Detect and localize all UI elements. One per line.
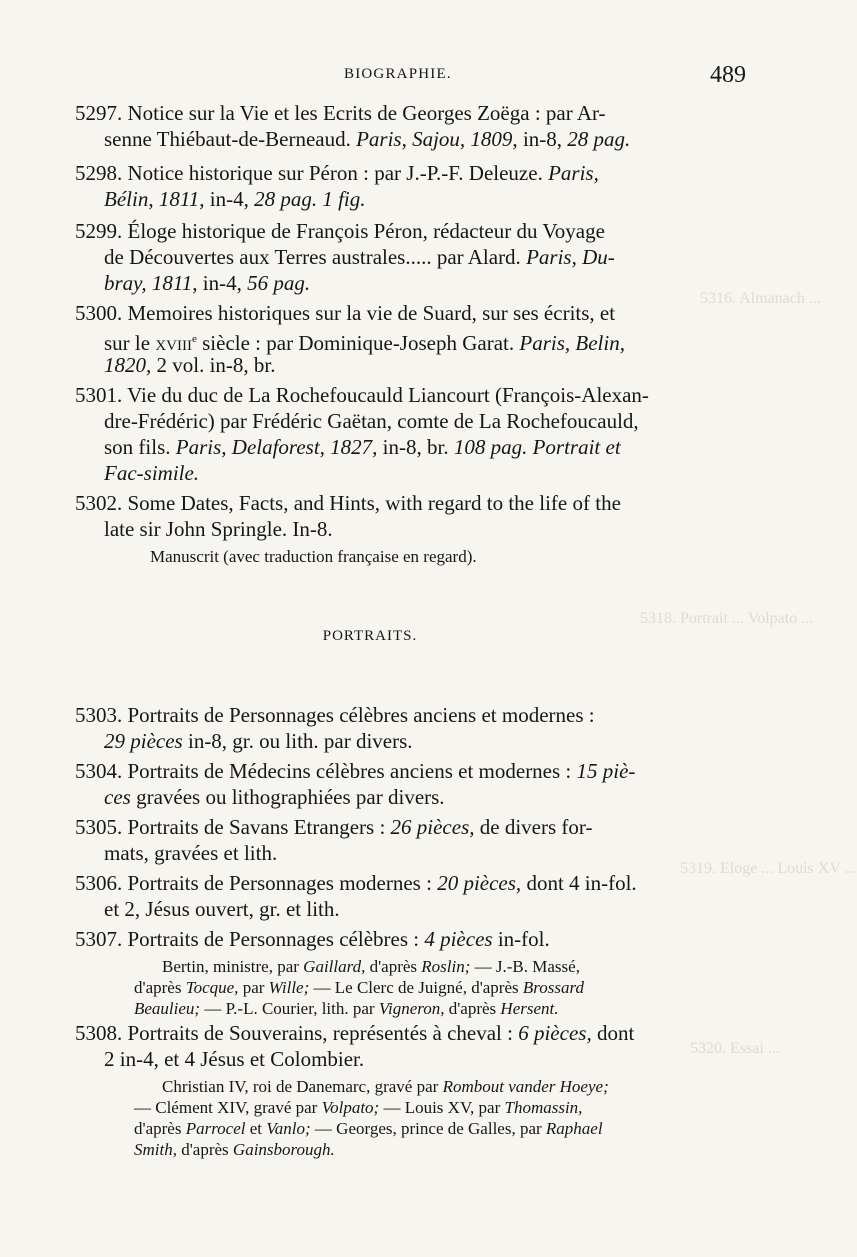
note-text: — Louis XV, par xyxy=(379,1098,505,1117)
note-text: d'après xyxy=(444,999,501,1018)
title-text: 5304. Portraits de Médecins célèbres anciens et modernes : xyxy=(75,759,577,783)
entry-line xyxy=(75,1020,634,1046)
bleed-through-text: 5318. Portrait ... Volpato ... xyxy=(640,610,814,627)
pages-text: 108 pag. Portrait et xyxy=(453,435,621,459)
artist-name: Vanlo; xyxy=(266,1119,311,1138)
title-text: 5308. Portraits de Souverains, représentés à cheval : xyxy=(75,1021,519,1045)
pages-text: 56 pag. xyxy=(247,271,311,295)
artist-name: Tocque, xyxy=(185,978,239,997)
entry-line: late sir John Springle. In-8. xyxy=(104,517,333,541)
count-text: 4 pièces xyxy=(424,927,493,951)
format-text: dont xyxy=(591,1021,635,1045)
entry-line xyxy=(104,784,445,810)
note-text: — Georges, prince de Galles, par xyxy=(310,1119,546,1138)
imprint-text: Paris, Delaforest, 1827, xyxy=(175,435,378,459)
imprint-text: 1820, xyxy=(104,353,152,377)
count-text: 26 pièces, xyxy=(390,815,475,839)
title-text: 5298. Notice historique sur Péron : par J.-P.-F. Deleuze. xyxy=(75,161,549,185)
artist-name: Smith, xyxy=(134,1140,177,1159)
note-text: d'après xyxy=(134,978,186,997)
note-line xyxy=(134,1097,582,1118)
section-title-text: PORTRAITS. xyxy=(322,628,418,644)
entry-line: dre-Frédéric) par Frédéric Gaëtan, comte de La Rochefoucauld, xyxy=(104,409,639,433)
artist-name: Wille; xyxy=(268,978,310,997)
note-text: Bertin, ministre, par xyxy=(162,957,304,976)
format-text: in-8, br. xyxy=(377,435,454,459)
page-header xyxy=(0,62,800,92)
entry-line xyxy=(104,434,621,460)
note-line: Manuscrit (avec traduction française en regard). xyxy=(150,547,477,566)
entry-line: 5303. Portraits de Personnages célèbres anciens et modernes : xyxy=(75,703,595,727)
artist-name: Vigneron, xyxy=(378,999,445,1018)
title-text: siècle : par Dominique-Joseph Garat. xyxy=(196,331,520,355)
bleed-through-text: 5320. Essai ... xyxy=(690,1040,780,1057)
artist-name: Volpato; xyxy=(321,1098,380,1117)
entry-line xyxy=(104,244,615,270)
entry-line: 2 in-4, et 4 Jésus et Colombier. xyxy=(104,1047,365,1071)
entry-line xyxy=(104,270,310,296)
pages-text: 28 pag. xyxy=(567,127,631,151)
artist-name: Raphael xyxy=(545,1119,603,1138)
imprint-text: Paris, Belin, xyxy=(519,331,625,355)
entry-line xyxy=(104,126,630,152)
note-text: d'après xyxy=(365,957,422,976)
artist-name: Thomassin, xyxy=(504,1098,583,1117)
note-line xyxy=(134,977,584,998)
century-suffix: e xyxy=(191,333,197,345)
artist-name: Rombout vander Hoeye; xyxy=(442,1077,609,1096)
title-text: son fils. xyxy=(104,435,176,459)
artist-name: Gainsborough. xyxy=(232,1140,335,1159)
note-text: — Le Clerc de Juigné, d'après xyxy=(309,978,523,997)
page-number: 489 xyxy=(710,62,746,88)
entry-line xyxy=(75,814,592,840)
running-title: BIOGRAPHIE. xyxy=(344,66,452,82)
entry-line: 5300. Memoires historiques sur la vie de Suard, sur ses écrits, et xyxy=(75,301,616,325)
note-text: — Clément XIV, gravé par xyxy=(134,1098,322,1117)
imprint-text: Paris, xyxy=(548,161,599,185)
note-line xyxy=(162,956,580,977)
count-text: 29 pièces xyxy=(104,729,183,753)
entry-line: 5302. Some Dates, Facts, and Hints, with regard to the life of the xyxy=(75,491,621,515)
entry-line: 5297. Notice sur la Vie et les Ecrits de Georges Zoëga : par Ar- xyxy=(75,101,606,125)
note-text: — P.-L. Courier, lith. par xyxy=(200,999,379,1018)
bleed-through-text: 5319. Eloge ... Louis XV ... xyxy=(680,860,857,877)
entry-line: et 2, Jésus ouvert, gr. et lith. xyxy=(104,897,340,921)
artist-name: Parrocel xyxy=(185,1119,246,1138)
artist-name: Roslin; xyxy=(421,957,471,976)
entry-line xyxy=(104,186,366,212)
count-text: 15 piè- xyxy=(576,759,636,783)
note-line xyxy=(134,1118,603,1139)
section-title xyxy=(0,628,800,645)
count-text: 20 pièces, xyxy=(437,871,522,895)
format-text: in-4, xyxy=(197,271,248,295)
format-text: in-fol. xyxy=(492,927,550,951)
count-text: ces xyxy=(104,785,131,809)
format-text: in-8, gr. ou lith. par divers. xyxy=(182,729,413,753)
author-text: senne Thiébaut-de-Berneaud. xyxy=(104,127,357,151)
note-text: — J.-B. Massé, xyxy=(470,957,580,976)
bleed-through-text: 5316. Almanach ... xyxy=(700,290,821,307)
century-text: XVIII xyxy=(155,338,192,354)
entry-line xyxy=(75,758,635,784)
entry-line: 5299. Éloge historique de François Péron, rédacteur du Voyage xyxy=(75,219,605,243)
artist-name: Gaillard, xyxy=(303,957,366,976)
format-text: 2 vol. in-8, br. xyxy=(151,353,276,377)
note-text: Christian IV, roi de Danemarc, gravé par xyxy=(162,1077,443,1096)
note-text: d'après xyxy=(134,1119,186,1138)
artist-name: Brossard xyxy=(522,978,584,997)
note-line xyxy=(134,1139,335,1160)
note-line xyxy=(134,998,559,1019)
note-line xyxy=(162,1076,609,1097)
entry-line: mats, gravées et lith. xyxy=(104,841,278,865)
entry-line xyxy=(75,926,550,952)
entry-line xyxy=(75,870,637,896)
note-text: par xyxy=(238,978,269,997)
title-text: de Découvertes aux Terres australes..... par Alard. xyxy=(104,245,527,269)
format-text: in-8, xyxy=(517,127,568,151)
title-text: 5307. Portraits de Personnages célèbres : xyxy=(75,927,425,951)
entry-line xyxy=(104,728,413,754)
note-text: d'après xyxy=(176,1140,233,1159)
count-text: 6 pièces, xyxy=(518,1021,592,1045)
format-text: in-4, xyxy=(204,187,255,211)
format-text: gravées ou lithographiées par divers. xyxy=(130,785,445,809)
entry-line xyxy=(104,352,276,378)
artist-name: Hersent. xyxy=(500,999,559,1018)
entry-line: 5301. Vie du duc de La Rochefoucauld Liancourt (François-Alexan- xyxy=(75,383,649,407)
imprint-text: Bélin, 1811, xyxy=(104,187,205,211)
format-text: dont 4 in-fol. xyxy=(521,871,637,895)
title-text: 5306. Portraits de Personnages modernes : xyxy=(75,871,438,895)
artist-name: Beaulieu; xyxy=(134,999,201,1018)
imprint-text: Paris, Sajou, 1809, xyxy=(356,127,518,151)
title-text: 5305. Portraits de Savans Etrangers : xyxy=(75,815,391,839)
title-text: sur le xyxy=(104,331,156,355)
format-text: de divers for- xyxy=(474,815,593,839)
note-text: et xyxy=(245,1119,267,1138)
pages-text: 28 pag. 1 fig. xyxy=(254,187,366,211)
imprint-text: bray, 1811, xyxy=(104,271,198,295)
imprint-text: Paris, Du- xyxy=(526,245,615,269)
entry-line xyxy=(75,160,599,186)
entry-line: Fac-simile. xyxy=(104,461,200,485)
